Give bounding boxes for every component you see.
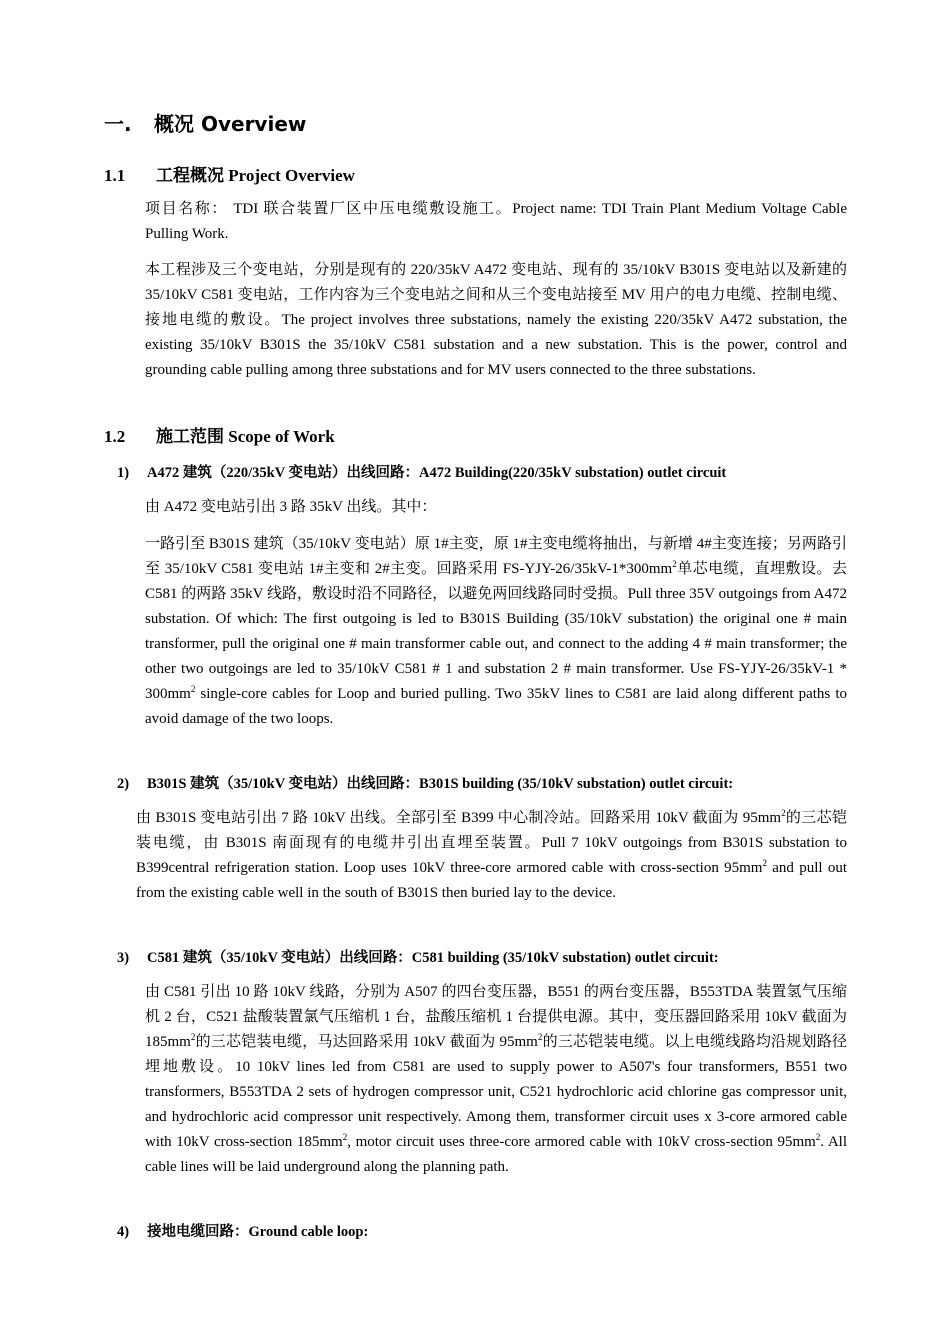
item-title: B301S 建筑（35/10kV 变电站）出线回路：B301S building (35/10kV substation) outlet circuit: — [147, 776, 734, 792]
subsection-title: 工程概况 Project Overview — [156, 166, 355, 185]
section-heading — [104, 108, 306, 137]
item-number: 4) — [117, 1224, 130, 1240]
overview-paragraph-2: 本工程涉及三个变电站，分别是现有的 220/35kV A472 变电站、现有的 35/10kV B301S 变电站以及新建的 35/10kV C581 变电站，工作内容为三个变电站之间和从三个变电站接至 MV 用户的电力电缆、控制电缆、接地电缆的敷设。The project involves three substations, namely the existing 220/35kV A472 substation, the existing 35/10kV B301S the 35/10kV C581 substation and a new substation. This is the power, control and grounding cable pulling among three substations and for MV users connected to the three substations. — [145, 262, 847, 378]
subsection-title: 施工范围 Scope of Work — [156, 427, 335, 446]
item-title: A472 建筑（220/35kV 变电站）出线回路：A472 Building(220/35kV substation) outlet circuit — [147, 465, 727, 481]
item-3-paragraph-1: 由 C581 引出 10 路 10kV 线路，分别为 A507 的四台变压器，B551 的两台变压器，B553TDA 装置氢气压缩机 2 台，C521 盐酸装置氯气压缩机 1 台，盐酸压缩机 1 台提供电源。其中，变压器回路采用 10kV 截面为 $185mm^2$的三芯铠装电缆，马达回路采用 10kV 截面为 $95mm^2$的三芯铠装电缆。以上电缆线路均沿规划路径埋地敷设。10 10kV lines led from C581 are used to supply power to A507's four transformers, B551 two transformers, B553TDA 2 sets of hydrogen compressor unit, C521 hydrochloric acid chlorine gas compressor unit, and hydrochloric acid compressor unit respectively. Among them, transformer circuit uses x 3-core armored cable with 10kV cross-section $185mm^2$, motor circuit uses three-core armored cable with 10kV cross-section $95mm^2$. All cable lines will be laid underground along the planning path. — [145, 984, 847, 1175]
section-number: 一. — [104, 112, 132, 136]
item-title: 接地电缆回路：Ground cable loop: — [147, 1224, 369, 1240]
item-heading-4 — [117, 1220, 368, 1241]
item-number: 2) — [117, 776, 130, 792]
item-heading-1 — [117, 461, 726, 482]
overview-paragraph-1: 项目名称： TDI 联合装置厂区中压电缆敷设施工。Project name: TDI Train Plant Medium Voltage Cable Pulling Work. — [145, 201, 847, 242]
subsection-number: 1.2 — [104, 427, 126, 446]
section-title: 概况 Overview — [154, 112, 307, 136]
item-2-paragraph-1: 由 B301S 变电站引出 7 路 10kV 出线。全部引至 B399 中心制冷站。回路采用 10kV 截面为 $95mm^2$的三芯铠装电缆，由 B301S 南面现有的电缆井引出直埋至装置。Pull 7 10kV outgoings from B301S substation to B399central refrigeration station. Loop uses 10kV three-core armored cable with cross-section $95mm^2$ and pull out from the existing cable well in the south of B301S then buried lay to the device. — [136, 808, 847, 901]
item-number: 3) — [117, 950, 130, 966]
item-1-paragraph-1: 由 A472 变电站引出 3 路 35kV 出线。其中： — [145, 499, 437, 515]
subsection-heading-1-1 — [104, 161, 355, 186]
item-heading-3 — [117, 946, 719, 967]
item-title: C581 建筑（35/10kV 变电站）出线回路：C581 building (35/10kV substation) outlet circuit: — [147, 950, 719, 966]
subsection-heading-1-2 — [104, 422, 335, 447]
item-1-paragraph-2: 一路引至 B301S 建筑（35/10kV 变电站）原 1#主变，原 1#主变电缆将抽出，与新增 4#主变连接；另两路引至 35/10kV C581 变电站 1#主变和 2#主变。回路采用 $FS-YJY-26/35kV-1*300mm^2$单芯电缆，直埋敷设。去 C581 的两路 35kV 线路，敷设时沿不同路径，以避免两回线路同时受损。Pull three 35V outgoings from A472 substation. Of which: The first outgoing is led to B301S Building (35/10kV substation) the original one # main transformer, pull the original one # main transformer cable out, and connect to the adding 4 # main transformer; the other two outgoings are led to 35/10kV C581 # 1 and substation 2 # main transformer. Use $FS-YJY-26/35kV-1 * 300mm^2$ single-core cables for Loop and buried pulling. Two 35kV lines to C581 are laid along different paths to avoid damage of the two loops. — [145, 536, 847, 727]
item-number: 1) — [117, 465, 130, 481]
subsection-number: 1.1 — [104, 166, 126, 185]
item-heading-2 — [117, 772, 733, 793]
